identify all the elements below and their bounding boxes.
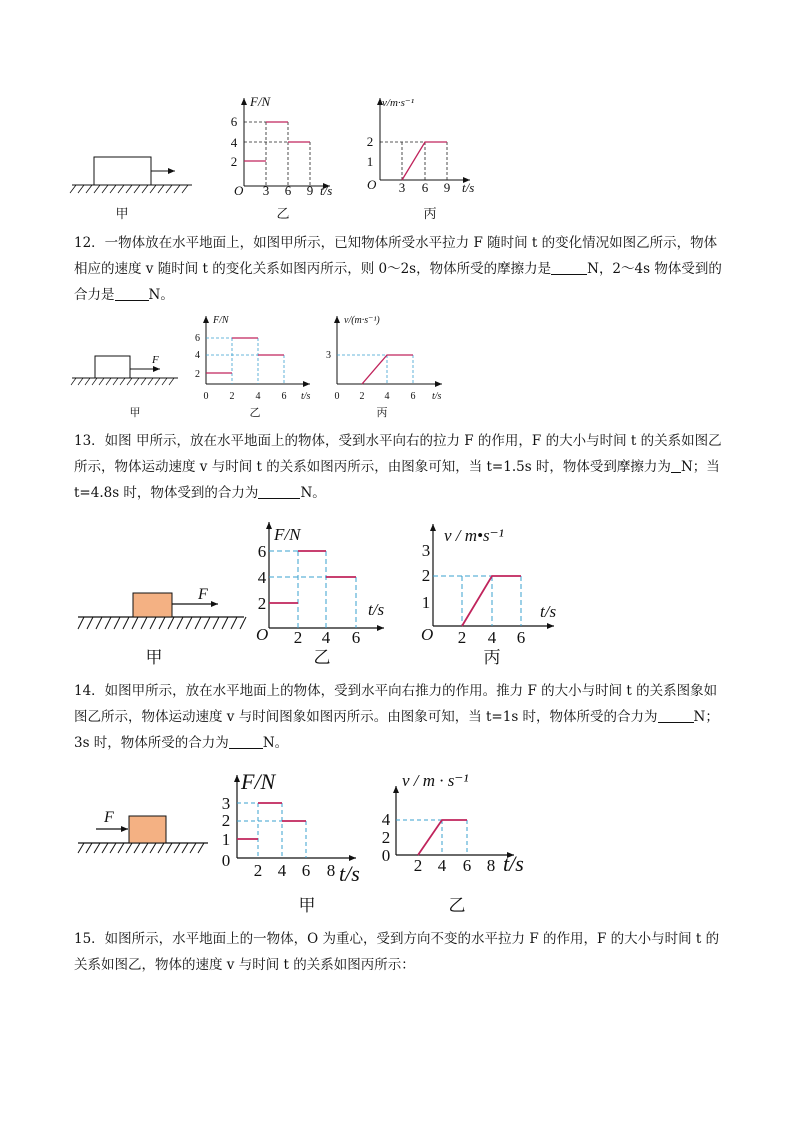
y-tick-2: 2 [421, 566, 431, 585]
fig14-force-graph [222, 769, 360, 915]
origin-label: O [421, 625, 434, 644]
fig13-block-diagram [78, 586, 246, 667]
y-tick-2: 2 [381, 828, 391, 847]
x-axis-label: t/s [540, 602, 557, 621]
label-jia: 甲 [145, 648, 163, 667]
fig13-force-graph [256, 522, 384, 667]
x-tick-4: 4 [277, 861, 287, 880]
q13-text-a: 13．如图 甲所示，放在水平地面上的物体，受到水平向右的拉力 F 的作用，F 的大小与时间 t 的关系如图乙所示，物体运动速度 v 与时间 t 的关系如图丙所示，由图象可知，当 t=1.5s 时，物体受到摩擦力为 [74, 433, 722, 475]
y-tick-2: 2 [257, 594, 267, 613]
answer-blank[interactable] [229, 734, 263, 749]
block [129, 816, 166, 843]
guide-lines [244, 122, 310, 186]
figure-12 [71, 315, 442, 419]
x-tick-8: 8 [326, 861, 336, 880]
label-bing: 丙 [483, 648, 501, 667]
label-yi: 乙 [448, 896, 466, 915]
figure-11 [70, 94, 474, 221]
x-axis-label: t/s [301, 391, 311, 402]
y-tick-3: 3 [326, 350, 331, 361]
q14-text-b: N；3s 时，物体所受的合力为 [74, 709, 719, 751]
q15-text: 15．如图所示，水平地面上的一物体，O 为重心，受到方向不变的水平拉力 F 的作用，F 的大小与时间 t 的关系如图乙，物体的速度 v 与时间 t 的关系如图丙所示： [74, 931, 720, 973]
guide-lines [206, 338, 284, 384]
x-tick-2: 2 [229, 391, 235, 402]
guide-lines [396, 820, 467, 855]
q12-text-c: N。 [148, 287, 174, 303]
y-tick-3: 3 [421, 541, 431, 560]
y-tick-2: 2 [195, 369, 200, 380]
x-tick-4: 4 [437, 856, 447, 875]
x-tick-6: 6 [284, 183, 292, 198]
fig11-velocity-graph [367, 97, 475, 221]
x-axis-label: t/s [432, 391, 442, 402]
y-tick-6: 6 [257, 542, 267, 561]
y-tick-1: 1 [421, 593, 431, 612]
fig14-block-diagram [78, 809, 208, 853]
q13-text-c: N。 [300, 485, 326, 501]
origin-label: 0 [381, 846, 391, 865]
origin-label: O [256, 625, 269, 644]
x-tick-4: 4 [255, 391, 261, 402]
q13-text-b: N；当 t=4.8s 时，物体受到的合力为 [74, 459, 720, 501]
y-tick-6: 6 [230, 114, 238, 129]
force-data-lines [244, 122, 310, 161]
question-13 [74, 428, 724, 506]
block [133, 593, 172, 617]
y-axis-label: v / m · s⁻¹ [402, 771, 469, 790]
x-tick-6: 6 [351, 628, 361, 647]
y-axis-label: F/N [213, 315, 229, 326]
x-tick-6: 6 [410, 391, 416, 402]
block [94, 157, 151, 185]
y-tick-3: 3 [221, 794, 231, 813]
x-tick-2: 2 [457, 628, 467, 647]
y-tick-2: 2 [221, 811, 231, 830]
fig12-force-graph [195, 315, 311, 419]
x-tick-4: 4 [321, 628, 331, 647]
x-tick-6: 6 [421, 180, 429, 195]
label-yi: 乙 [276, 206, 290, 221]
origin-label: O [367, 177, 377, 192]
x-tick-2: 2 [293, 628, 303, 647]
label-yi: 乙 [249, 407, 261, 419]
force-label: F [152, 354, 159, 366]
x-axis-label: t/s [320, 183, 333, 198]
x-tick-6: 6 [462, 856, 472, 875]
fig14-velocity-graph [382, 771, 524, 915]
y-tick-4: 4 [257, 568, 267, 587]
label-jia: 甲 [129, 407, 141, 419]
origin-label: 0 [334, 391, 340, 402]
answer-blank[interactable] [258, 484, 300, 499]
label-jia: 甲 [298, 896, 316, 915]
y-tick-4: 4 [230, 135, 238, 150]
y-axis-label: v / m•s⁻¹ [444, 526, 504, 545]
x-tick-9: 9 [306, 183, 314, 198]
origin-label: 0 [203, 391, 209, 402]
y-tick-6: 6 [195, 333, 200, 344]
label-jia: 甲 [115, 206, 129, 221]
label-bing: 丙 [376, 407, 388, 419]
q14-text-c: N。 [262, 735, 289, 751]
fig12-block-diagram [71, 354, 178, 419]
answer-blank[interactable] [658, 708, 694, 723]
block [95, 356, 130, 378]
x-tick-6: 6 [281, 391, 287, 402]
x-tick-2: 2 [359, 391, 365, 402]
force-label: F [104, 809, 114, 826]
x-tick-3: 3 [262, 183, 270, 198]
fig12-velocity-graph [326, 315, 442, 419]
origin-label: O [234, 183, 244, 198]
q14-text-a: 14．如图甲所示，放在水平地面上的物体，受到水平向右推力的作用。推力 F 的大小与时间 t 的关系图象如图乙所示，物体运动速度 v 与时间图象如图丙所示。由图象可知，当 t=1s 时，物体所受的合力为 [74, 683, 718, 725]
q12-text-a: 12．一物体放在水平地面上，如图甲所示，已知物体所受水平拉力 F 随时间 t 的变化情况如图乙所示，物体相应的速度 v 随时间 t 的变化关系如图丙所示，则 0～2s，物体所受的摩擦力是 [74, 235, 718, 277]
x-axis-label: t/s [339, 861, 360, 886]
x-tick-8: 8 [486, 856, 496, 875]
fig11-block-diagram [70, 157, 192, 221]
y-axis-label: v/m·s⁻¹ [382, 97, 415, 109]
label-bing: 丙 [423, 206, 437, 221]
y-axis-label: F/N [274, 525, 301, 544]
force-label: F [198, 586, 208, 603]
y-axis-label: F/N [250, 94, 271, 109]
label-yi: 乙 [313, 648, 331, 667]
x-tick-6: 6 [516, 628, 526, 647]
x-axis-label: t/s [368, 600, 385, 619]
question-15 [74, 926, 724, 978]
y-tick-2: 2 [230, 154, 238, 169]
x-tick-6: 6 [301, 861, 311, 880]
origin-label: 0 [221, 851, 231, 870]
fig13-velocity-graph [421, 524, 556, 667]
velocity-data-line [362, 355, 413, 384]
y-tick-1: 1 [221, 830, 231, 849]
x-tick-3: 3 [398, 180, 406, 195]
y-axis-label: F/N [241, 769, 276, 794]
answer-blank[interactable] [671, 458, 681, 473]
x-tick-2: 2 [413, 856, 423, 875]
velocity-data-line [402, 142, 447, 180]
y-axis-label: v/(m·s⁻¹) [344, 315, 380, 326]
question-14 [74, 678, 724, 756]
fig11-force-graph [231, 94, 333, 221]
question-12 [74, 230, 724, 308]
y-tick-4: 4 [195, 350, 200, 361]
guide-lines [269, 551, 356, 628]
answer-blank[interactable] [115, 286, 149, 301]
y-tick-1: 1 [366, 154, 374, 169]
x-axis-label: t/s [462, 180, 475, 195]
y-tick-4: 4 [381, 810, 391, 829]
x-tick-9: 9 [443, 180, 451, 195]
answer-blank[interactable] [551, 260, 587, 275]
force-data-lines [206, 338, 284, 373]
figure-14 [78, 769, 524, 915]
x-tick-4: 4 [487, 628, 497, 647]
q12-text-b: N，2～4s 物体受到的合力是 [74, 261, 722, 303]
x-tick-2: 2 [253, 861, 263, 880]
x-axis-label: t/s [503, 851, 524, 876]
guide-lines [237, 803, 306, 858]
x-tick-4: 4 [384, 391, 390, 402]
y-tick-2: 2 [366, 134, 374, 149]
figure-13 [78, 522, 556, 667]
